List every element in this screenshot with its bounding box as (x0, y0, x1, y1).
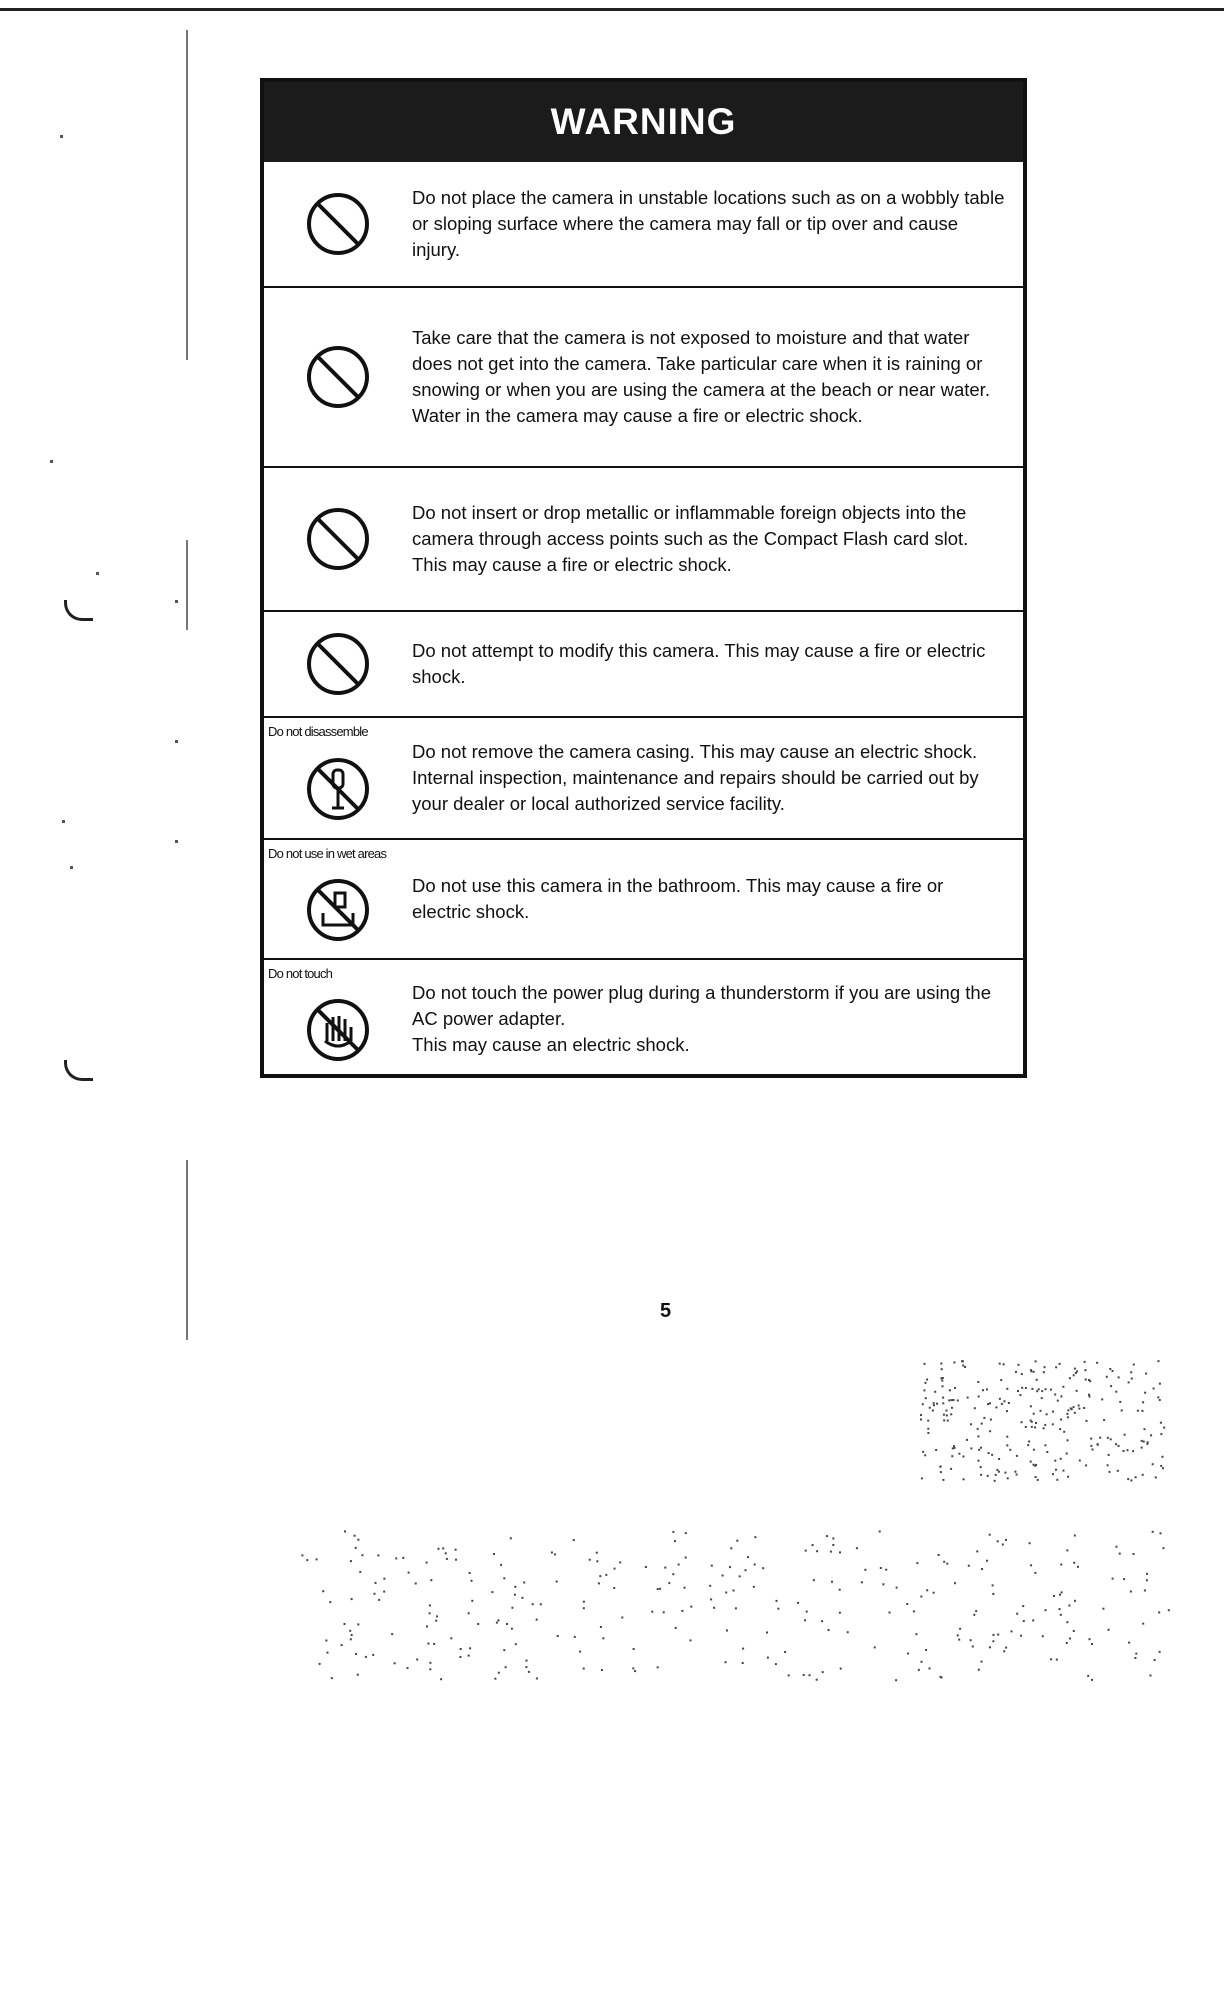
scan-speck (60, 135, 63, 138)
warning-row (264, 610, 1023, 716)
warning-icon-cell (264, 612, 412, 716)
warning-icon-cell (264, 468, 412, 610)
prohibition-icon (305, 344, 371, 410)
scan-speck (175, 600, 178, 603)
prohibition-icon (305, 191, 371, 257)
warning-line: Do not insert or drop metallic or inflammable foreign objects into the camera through access points such as the Compact Flash card slot. (412, 502, 969, 549)
page-number: 5 (660, 1300, 672, 1322)
warning-line: This may cause a fire or electric shock. (412, 554, 732, 575)
warning-icon-cell (264, 960, 412, 1078)
warning-rows (264, 162, 1023, 1078)
warning-icon-cell (264, 718, 412, 838)
do-not-touch-icon (305, 997, 371, 1063)
prohibition-icon (305, 631, 371, 697)
icon-caption: Do not use in wet areas (268, 846, 387, 861)
warning-header (264, 82, 1023, 162)
warning-line: Do not remove the camera casing. This may cause an electric shock. Internal inspection, maintenance and repairs should be carried out by your dealer or local authorized service facility. (412, 741, 979, 814)
top-rule (0, 8, 1224, 11)
warning-line: Do not attempt to modify this camera. This may cause a fire or electric shock. (412, 640, 986, 687)
warning-icon-cell (264, 288, 412, 466)
warning-icon-cell (264, 840, 412, 958)
scan-noise (300, 1360, 1180, 1690)
warning-row (264, 958, 1023, 1078)
scan-speck (175, 840, 178, 843)
warning-line: Water in the camera may cause a fire or electric shock. (412, 405, 863, 426)
warning-line: This may cause an electric shock. (412, 1034, 690, 1055)
margin-line (186, 30, 188, 360)
scan-speck (70, 866, 73, 869)
warning-row (264, 716, 1023, 838)
prohibition-icon (305, 506, 371, 572)
warning-box (260, 78, 1027, 1078)
warning-text (412, 325, 1023, 429)
icon-caption: Do not disassemble (268, 724, 368, 739)
warning-row (264, 466, 1023, 610)
warning-text (412, 500, 1023, 578)
no-wet-areas-icon (305, 877, 371, 943)
margin-line (186, 540, 188, 630)
warning-row (264, 162, 1023, 286)
scan-speck (96, 572, 99, 575)
warning-line: Do not use this camera in the bathroom. This may cause a fire or electric shock. (412, 875, 944, 922)
warning-row (264, 838, 1023, 958)
scan-speck (62, 820, 65, 823)
scan-speck (175, 740, 178, 743)
margin-curve (64, 1060, 93, 1081)
warning-text (412, 638, 1023, 690)
icon-caption: Do not touch (268, 966, 333, 981)
scan-speck (50, 460, 53, 463)
warning-icon-cell (264, 162, 412, 286)
warning-text (412, 185, 1023, 263)
warning-title: WARNING (550, 101, 737, 142)
warning-text (412, 739, 1023, 817)
warning-line: Do not touch the power plug during a thunderstorm if you are using the AC power adapter. (412, 982, 991, 1029)
warning-line: Do not place the camera in unstable locations such as on a wobbly table or sloping surface where the camera may fall or tip over and cause injury. (412, 187, 1005, 260)
warning-row (264, 286, 1023, 466)
margin-line (186, 1160, 188, 1340)
no-disassembly-icon (305, 756, 371, 822)
warning-text (412, 980, 1023, 1058)
warning-line: Take care that the camera is not exposed to moisture and that water does not get into the camera. Take particular care when it is raining or snowing or when you are using the camera at the beach or near water. (412, 327, 990, 400)
margin-curve (64, 600, 93, 621)
warning-text (412, 873, 1023, 925)
